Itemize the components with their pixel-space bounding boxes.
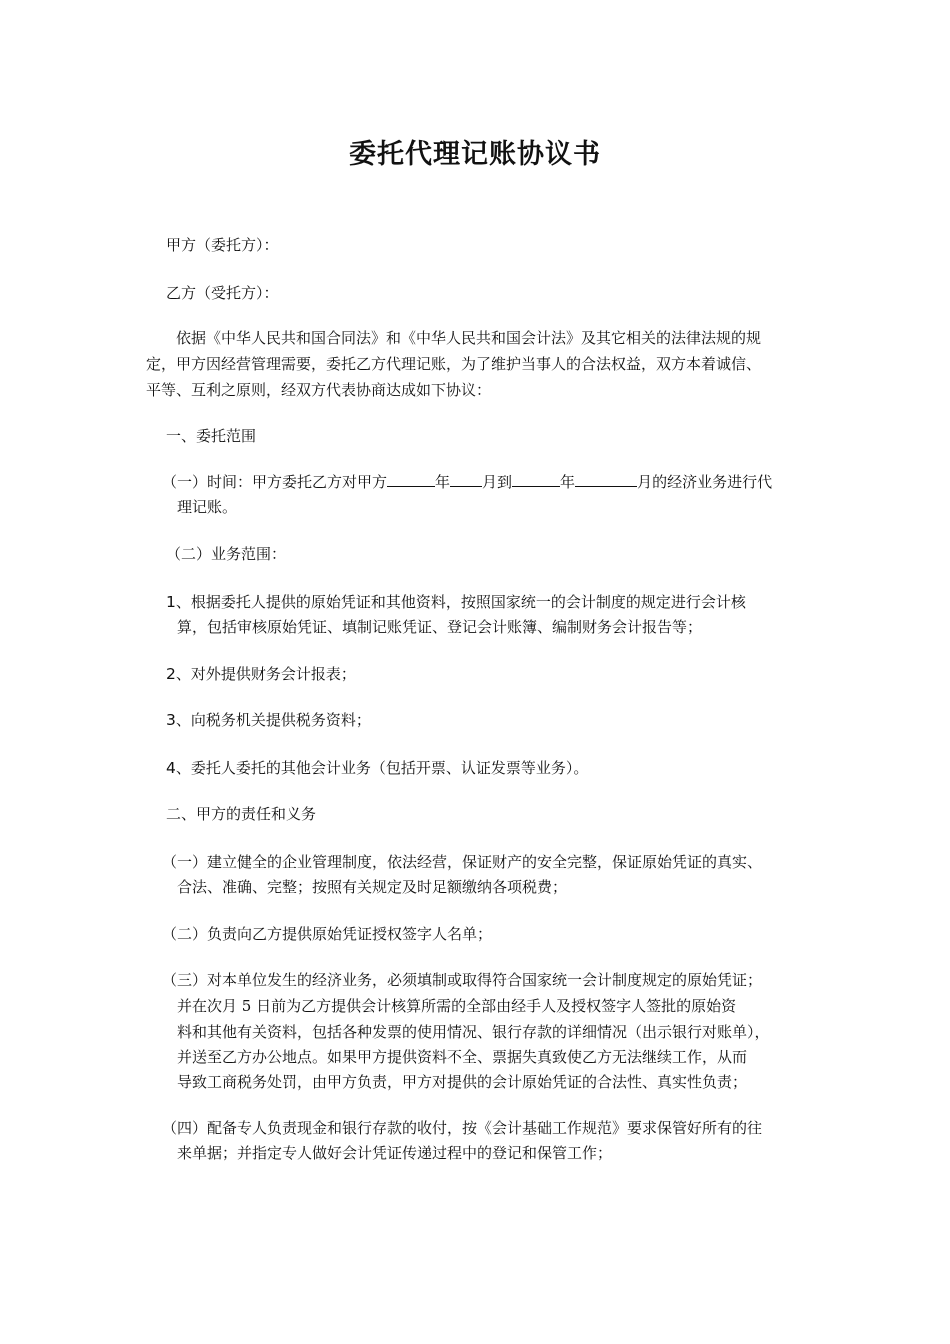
party-b-label: 乙方（受托方）： — [166, 284, 279, 302]
intro-line: 依据《中华人民共和国合同法》和《中华人民共和国会计法》及其它相关的法律法规的规 — [176, 329, 762, 347]
month-to-label: 月到 — [482, 473, 513, 491]
time-suffix: 月的经济业务进行代 — [637, 473, 773, 491]
list-item: 2、对外提供财务会计报表； — [166, 665, 356, 683]
year-blank — [387, 472, 435, 487]
list-item: 4、委托人委托的其他会计业务（包括开票、认证发票等业务）。 — [166, 759, 589, 777]
clause-line: （一）建立健全的企业管理制度，依法经营，保证财产的安全完整，保证原始凭证的真实、 — [162, 853, 763, 871]
clause-line: （二）负责向乙方提供原始凭证授权签字人名单； — [162, 925, 493, 943]
month-blank — [450, 472, 482, 487]
time-clause-line: 理记账。 — [177, 498, 238, 516]
clause-line: 合法、准确、完整；按照有关规定及时足额缴纳各项税费； — [177, 878, 568, 896]
document-title: 委托代理记账协议书 — [349, 139, 601, 170]
clause-line: 并在次月 5 日前为乙方提供会计核算所需的全部由经手人及授权签字人签批的原始资 — [177, 997, 737, 1015]
party-a-label: 甲方（委托方）： — [166, 236, 279, 254]
intro-line: 定，甲方因经营管理需要，委托乙方代理记账，为了维护当事人的合法权益，双方本着诚信、 — [146, 355, 762, 373]
year-blank — [512, 472, 560, 487]
year-label: 年 — [560, 473, 576, 491]
section-heading: 二、甲方的责任和义务 — [166, 805, 317, 823]
clause-line: （三）对本单位发生的经济业务，必须填制或取得符合国家统一会计制度规定的原始凭证； — [162, 971, 763, 989]
clause-line: 来单据；并指定专人做好会计凭证传递过程中的登记和保管工作； — [177, 1144, 613, 1162]
year-label: 年 — [435, 473, 451, 491]
clause-line: 导致工商税务处罚，由甲方负责，甲方对提供的会计原始凭证的合法性、真实性负责； — [177, 1073, 748, 1091]
section-heading: 一、委托范围 — [166, 427, 257, 445]
month-blank — [575, 472, 637, 487]
list-item: 1、根据委托人提供的原始凭证和其他资料，按照国家统一的会计制度的规定进行会计核 — [166, 593, 746, 611]
subsection-heading: （二）业务范围： — [166, 545, 287, 563]
list-item: 3、向税务机关提供税务资料； — [166, 711, 371, 729]
intro-line: 平等、互利之原则，经双方代表协商达成如下协议： — [146, 381, 492, 399]
time-clause-line — [162, 470, 772, 495]
clause-line: 并送至乙方办公地点。如果甲方提供资料不全、票据失真致使乙方无法继续工作，从而 — [177, 1048, 748, 1066]
clause-line: 料和其他有关资料，包括各种发票的使用情况、银行存款的详细情况（出示银行对账单）， — [177, 1023, 770, 1041]
list-item-continuation: 算，包括审核原始凭证、填制记账凭证、登记会计账簿、编制财务会计报告等； — [177, 618, 703, 636]
clause-line: （四）配备专人负责现金和银行存款的收付，按《会计基础工作规范》要求保管好所有的往 — [162, 1119, 763, 1137]
time-prefix: （一）时间：甲方委托乙方对甲方 — [162, 473, 388, 491]
